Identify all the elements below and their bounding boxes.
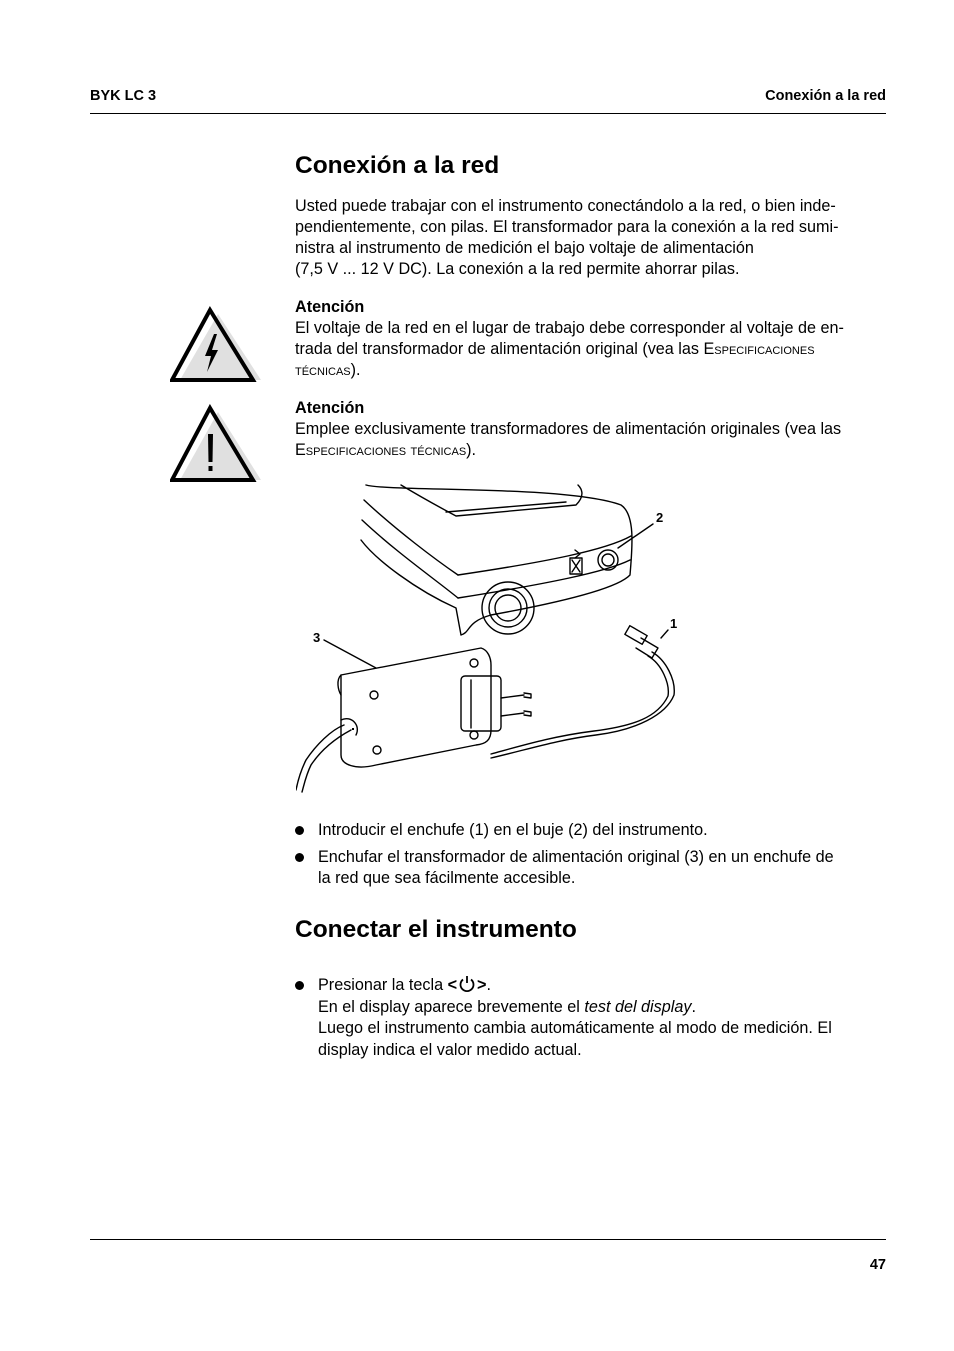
header-chapter-title: Conexión a la red xyxy=(765,88,886,104)
key-bracket-open: < xyxy=(447,976,458,994)
section-title-conexion: Conexión a la red xyxy=(295,152,500,179)
warning-1-heading: Atención xyxy=(295,298,365,316)
exclamation-warning-icon xyxy=(170,404,265,484)
list-item-text: Enchufar el transformador de alimentación original (3) en un enchufe de xyxy=(318,847,834,866)
intro-line-4: (7,5 V ... 12 V DC). La conexión a la red permite ahorrar pilas. xyxy=(295,260,740,278)
list-item-text: Introducir el enchufe (1) en el buje (2) del instrumento. xyxy=(318,821,708,839)
warning-1-line-3 xyxy=(295,360,887,381)
warning-1-line-3-end: ). xyxy=(350,361,361,379)
warning-block-2 xyxy=(295,398,887,461)
power-on-period: . xyxy=(486,976,492,994)
spec-reference-cont: técnicas xyxy=(295,361,351,379)
footer-rule xyxy=(90,1239,886,1240)
electrical-hazard-icon xyxy=(170,306,265,384)
warning-2-line-2 xyxy=(295,440,887,461)
power-icon xyxy=(458,975,476,993)
display-test-period: . xyxy=(691,997,696,1016)
warning-1-line-2-text: trada del transformador de alimentación original (vea las xyxy=(295,340,704,358)
header-rule xyxy=(90,113,886,114)
display-test-term: test del display xyxy=(584,997,692,1016)
list-item xyxy=(295,975,887,1061)
intro-line-1: Usted puede trabajar con el instrumento conectándolo a la red, o bien inde- xyxy=(295,197,836,215)
warning-2-line-1: Emplee exclusivamente transformadores de alimentación originales (vea las xyxy=(295,420,842,438)
list-item xyxy=(295,847,887,890)
display-test-text: En el display aparece brevemente el xyxy=(318,997,585,1016)
callout-3: 3 xyxy=(313,630,321,645)
bullet-list-connection xyxy=(295,820,887,890)
measurement-mode-text: Luego el instrumento cambia automáticamente al modo de medición. El xyxy=(318,1019,832,1037)
warning-1-line-1: El voltaje de la red en el lugar de trabajo debe corresponder al voltaje de en- xyxy=(295,319,844,337)
power-connection-illustration xyxy=(296,480,696,795)
section-title-conectar: Conectar el instrumento xyxy=(295,916,577,943)
intro-line-2: pendientemente, con pilas. El transformador para la conexión a la red sumi- xyxy=(295,218,839,236)
callout-2: 2 xyxy=(656,510,664,525)
power-on-instruction: Presionar la tecla xyxy=(318,976,448,994)
warning-1-line-2 xyxy=(295,339,887,360)
measurement-mode-text-cont: display indica el valor medido actual. xyxy=(318,1040,582,1059)
callout-1: 1 xyxy=(670,616,678,631)
list-item xyxy=(295,820,887,842)
header-product-name: BYK LC 3 xyxy=(90,88,157,104)
intro-line-3: nistra al instrumento de medición el bajo voltaje de alimentación xyxy=(295,239,754,257)
spec-reference: Especificaciones xyxy=(703,340,815,358)
warning-2-line-2-end: ). xyxy=(466,441,477,459)
intro-paragraph xyxy=(295,196,887,280)
warning-2-heading: Atención xyxy=(295,399,365,417)
list-item-text: la red que sea fácilmente accesible. xyxy=(318,869,576,887)
bullet-list-power-on xyxy=(295,975,887,1061)
key-bracket-close: > xyxy=(477,976,487,994)
warning-block-1 xyxy=(295,297,887,381)
page-number: 47 xyxy=(869,1257,886,1273)
spec-reference-2: Especificaciones técnicas xyxy=(295,441,467,459)
